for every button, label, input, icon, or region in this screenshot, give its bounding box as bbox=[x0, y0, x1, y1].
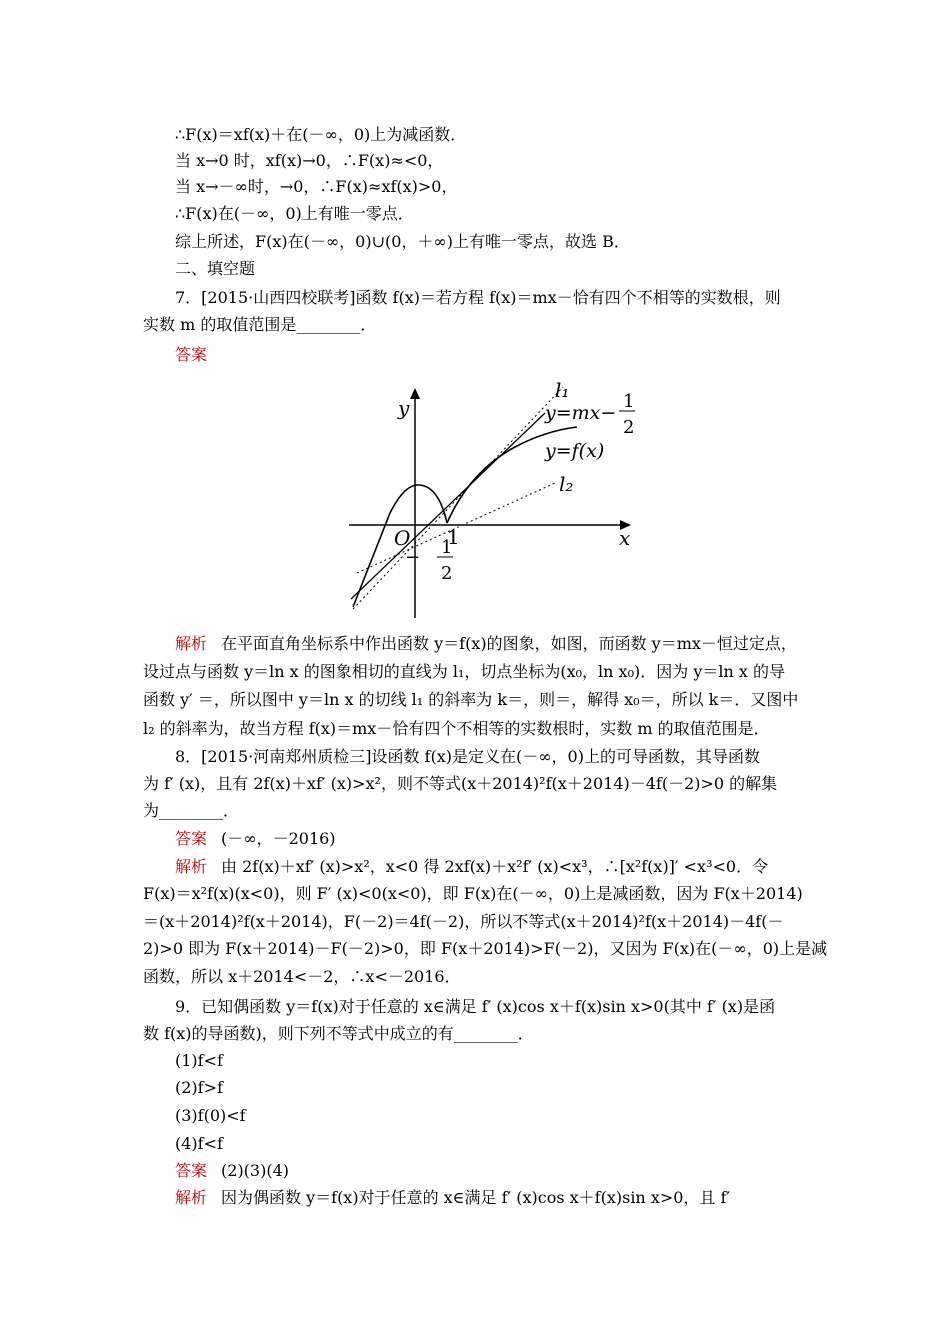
l1-label: l₁ bbox=[555, 378, 570, 402]
neg-half-num: 1 bbox=[441, 537, 453, 558]
neg-sign: − bbox=[405, 547, 421, 568]
text-line: ∴F(x)在(－∞，0)上有唯一零点． bbox=[175, 204, 414, 223]
answer-label-7: 答案 bbox=[175, 345, 208, 364]
text-line: 为 f′ (x)，且有 2f(x)＋xf′ (x)>x²，则不等式(x＋2014)²f(x＋2014)－4f(－2)>0 的解集 bbox=[143, 774, 778, 793]
text-line: 函数 y′ ＝，所以图中 y＝ln x 的切线 l₁ 的斜率为 k＝，则＝，解得 x₀＝，所以 k＝．又图中 bbox=[143, 690, 799, 709]
option-1: (1)f<f bbox=[175, 1051, 223, 1070]
half-num: 1 bbox=[623, 391, 635, 412]
option-2: (2)f>f bbox=[175, 1078, 223, 1097]
origin-label: O bbox=[394, 526, 411, 550]
l2-label: l₂ bbox=[559, 472, 574, 496]
analysis-9: 解析 因为偶函数 y＝f(x)对于任意的 x∈满足 f′ (x)cos x＋f(x)sin x>0，且 f′ bbox=[175, 1188, 731, 1207]
text-line: 数 f(x)的导函数)，则下列不等式中成立的有________． bbox=[143, 1024, 534, 1043]
text-line: l₂ 的斜率为，故当方程 f(x)＝mx－恰有四个不相等的实数根时，实数 m 的取值范围是． bbox=[143, 719, 770, 738]
answer-9: 答案 (2)(3)(4) bbox=[175, 1161, 290, 1180]
option-4: (4)f<f bbox=[175, 1134, 223, 1153]
text-line: 当 x→－∞时，→0，∴F(x)≈xf(x)>0， bbox=[175, 177, 458, 196]
y-axis-arrow bbox=[410, 388, 420, 399]
y-axis-label: y bbox=[398, 396, 410, 420]
question-7: 7．[2015·山西四校联考]函数 f(x)＝若方程 f(x)＝mx－恰有四个不相等的实数根，则 bbox=[175, 288, 781, 307]
text-line: 为________． bbox=[143, 801, 240, 820]
analysis-7: 解析 在平面直角坐标系中作出函数 y＝f(x)的图象，如图，而函数 y＝mx－恒过定点， bbox=[175, 634, 797, 653]
neg-half-den: 2 bbox=[441, 563, 453, 584]
answer-8: 答案 (－∞，－2016) bbox=[175, 829, 336, 848]
analysis-8: 解析 由 2f(x)＋xf′ (x)>x²，x<0 得 2xf(x)＋x²f′ (x)<x³，∴[x²f(x)]′ <x³<0．令 bbox=[175, 857, 769, 876]
half-den: 2 bbox=[623, 417, 635, 438]
text-line: F(x)＝x²f(x)(x<0)，则 F′ (x)<0(x<0)，即 F(x)在(－∞，0)上是减函数，因为 F(x＋2014) bbox=[143, 884, 803, 903]
text-line: 函数，所以 x＋2014<－2，∴x<－2016． bbox=[143, 967, 461, 986]
function-graph-figure bbox=[345, 373, 645, 623]
text-line: 实数 m 的取值范围是________． bbox=[143, 315, 377, 334]
text-line: ∴F(x)＝xf(x)＋在(－∞，0)上为减函数． bbox=[175, 125, 467, 144]
curve-label: y=f(x) bbox=[545, 440, 605, 462]
question-9: 9．已知偶函数 y＝f(x)对于任意的 x∈满足 f′ (x)cos x＋f(x)sin x>0(其中 f′ (x)是函 bbox=[175, 997, 776, 1016]
question-8: 8．[2015·河南郑州质检三]设函数 f(x)是定义在(－∞，0)上的可导函数，其导函数 bbox=[175, 747, 760, 766]
x-axis-label: x bbox=[619, 526, 631, 550]
option-3: (3)f(0)<f bbox=[175, 1106, 246, 1125]
line-l1 bbox=[353, 387, 563, 609]
text-line: 综上所述，F(x)在(－∞，0)∪(0，＋∞)上有唯一零点，故选 B． bbox=[175, 232, 630, 251]
mx-line-label: y=mx− bbox=[545, 402, 617, 424]
text-line: ＝(x＋2014)²f(x＋2014)，F(－2)＝4f(－2)，所以不等式(x＋2014)²f(x＋2014)－4f(－ bbox=[143, 912, 784, 931]
text-line: 2)>0 即为 F(x＋2014)－F(－2)>0，即 F(x＋2014)>F(－2)，又因为 F(x)在(－∞，0)上是减 bbox=[143, 939, 828, 958]
section-heading: 二、填空题 bbox=[175, 259, 256, 278]
tick-label-one: 1 bbox=[447, 525, 460, 549]
text-line: 当 x→0 时，xf(x)→0，∴F(x)≈<0， bbox=[175, 151, 444, 170]
text-line: 设过点与函数 y＝ln x 的图象相切的直线为 l₁，切点坐标为(x₀，ln x₀)．因为 y＝ln x 的导 bbox=[143, 662, 785, 681]
